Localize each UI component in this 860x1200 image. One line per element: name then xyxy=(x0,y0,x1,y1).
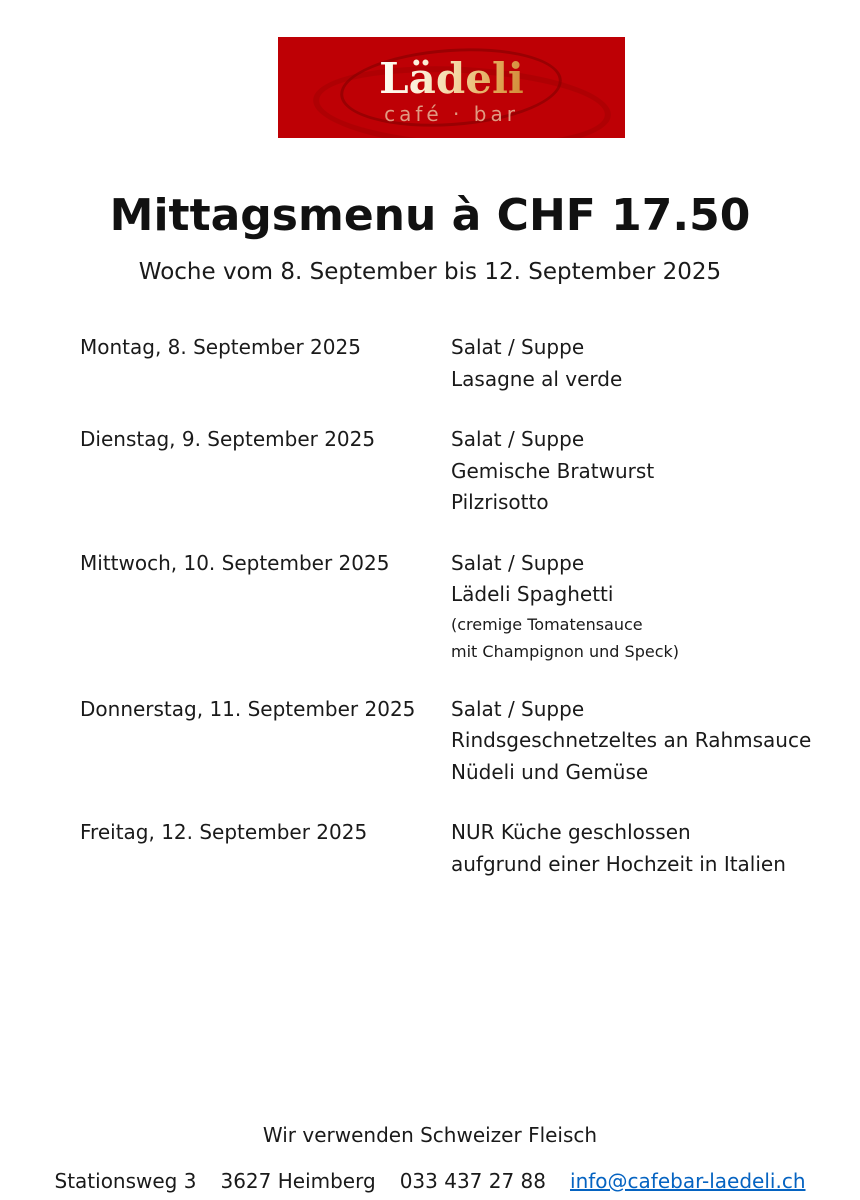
day-dishes xyxy=(451,817,820,880)
day-label: Donnerstag, 11. September 2025 xyxy=(80,696,416,721)
menu-day-row-tuesday xyxy=(80,424,820,519)
dish-line: Lasagne al verde xyxy=(451,366,623,391)
day-dishes xyxy=(451,332,820,395)
dish-line: NUR Küche geschlossen xyxy=(451,820,691,844)
dish-line: Rindsgeschnetzeltes an Rahmsauce xyxy=(451,728,812,752)
dish-note-line: (cremige Tomatensauce xyxy=(451,614,643,634)
logo-tagline: café · bar xyxy=(384,101,519,126)
dish-note-line: mit Champignon und Speck) xyxy=(451,641,679,661)
week-subtitle: Woche vom 8. September bis 12. September 2025 xyxy=(138,259,722,285)
dish-line: Salat / Suppe xyxy=(451,696,585,721)
footer-note: Wir verwenden Schweizer Fleisch xyxy=(262,1123,598,1147)
day-label: Dienstag, 9. September 2025 xyxy=(80,427,376,451)
address-line xyxy=(0,1166,860,1196)
menu-day-row-wednesday xyxy=(80,548,820,665)
dish-line: Gemische Bratwurst xyxy=(451,458,655,483)
dish-line: Lädeli Spaghetti xyxy=(451,582,614,606)
dish-line: aufgrund einer Hochzeit in Italien xyxy=(451,851,786,876)
dish-line: Nüdeli und Gemüse xyxy=(451,759,649,784)
street-address: Stationsweg 3 xyxy=(54,1169,197,1193)
day-dishes xyxy=(451,548,820,665)
phone-number: 033 437 27 88 xyxy=(399,1169,547,1193)
dish-line: Salat / Suppe xyxy=(451,427,585,451)
email-link[interactable]: info@cafebar-laedeli.ch xyxy=(570,1169,806,1193)
dish-line: Salat / Suppe xyxy=(451,335,585,359)
menu-day-row-monday xyxy=(80,332,820,395)
menu-day-row-thursday xyxy=(80,694,820,789)
page-title: Mittagsmenu à CHF 17.50 xyxy=(109,190,751,241)
dish-line: Pilzrisotto xyxy=(451,490,549,514)
day-label: Mittwoch, 10. September 2025 xyxy=(80,550,390,575)
day-dishes xyxy=(451,424,820,519)
day-label: Montag, 8. September 2025 xyxy=(80,335,361,359)
logo xyxy=(278,37,625,138)
logo-brand-text: Lädeli xyxy=(379,53,524,103)
city-address: 3627 Heimberg xyxy=(220,1169,376,1193)
dish-line: Salat / Suppe xyxy=(451,550,585,575)
menu-day-row-friday xyxy=(80,817,820,880)
day-dishes xyxy=(451,694,820,789)
menu-list xyxy=(80,332,820,909)
day-label: Freitag, 12. September 2025 xyxy=(80,820,368,844)
